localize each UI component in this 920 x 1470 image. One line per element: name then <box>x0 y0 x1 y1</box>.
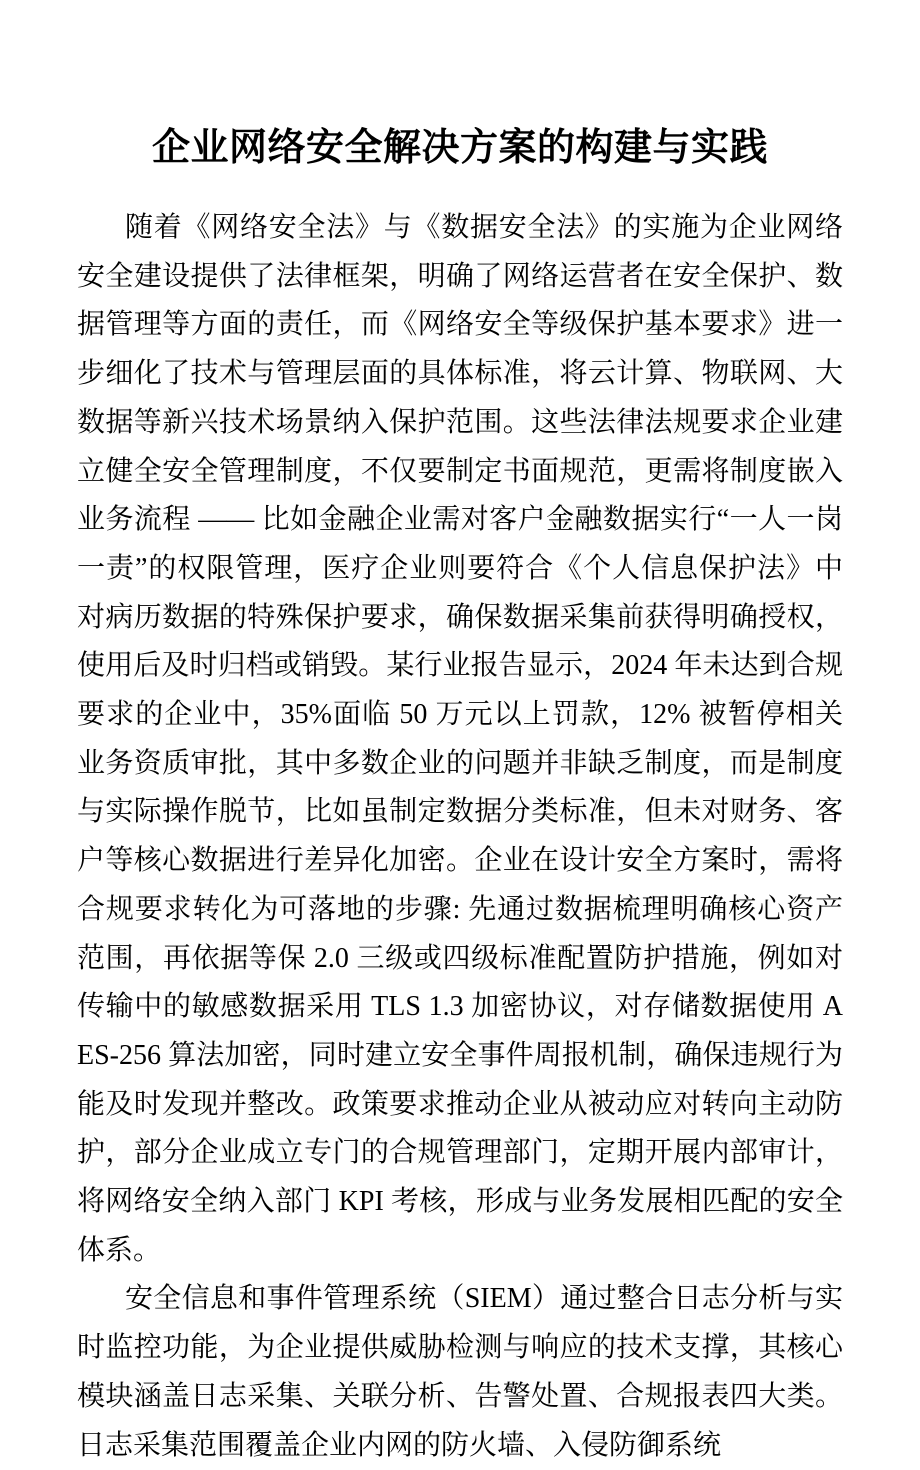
paragraph-compliance-overview: 随着《网络安全法》与《数据安全法》的实施为企业网络安全建设提供了法律框架，明确了网络运营者在安全保护、数据管理等方面的责任，而《网络安全等级保护基本要求》进一步细化了技术与管理层面的具体标准，将云计算、物联网、大数据等新兴技术场景纳入保护范围。这些法律法规要求企业建立健全安全管理制度，不仅要制定书面规范，更需将制度嵌入业务流程 —— 比如金融企业需对客户金融数据实行“一人一岗一责”的权限管理，医疗企业则要符合《个人信息保护法》中对病历数据的特殊保护要求，确保数据采集前获得明确授权，使用后及时归档或销毁。某行业报告显示，2024 年未达到合规要求的企业中，35%面临 50 万元以上罚款，12% 被暂停相关业务资质审批，其中多数企业的问题并非缺乏制度，而是制度与实际操作脱节，比如虽制定数据分类标准，但未对财务、客户等核心数据进行差异化加密。企业在设计安全方案时，需将合规要求转化为可落地的步骤: 先通过数据梳理明确核心资产范围，再依据等保 2.0 三级或四级标准配置防护措施，例如对传输中的敏感数据采用 TLS 1.3 加密协议，对存储数据使用 AES-256 算法加密，同时建立安全事件周报机制，确保违规行为能及时发现并整改。政策要求推动企业从被动应对转向主动防护，部分企业成立专门的合规管理部门，定期开展内部审计，将网络安全纳入部门 KPI 考核，形成与业务发展相匹配的安全体系。 <box>77 212 843 1266</box>
document-title: 企业网络安全解决方案的构建与实践 <box>151 127 768 169</box>
paragraph-siem-intro: 安全信息和事件管理系统（SIEM）通过整合日志分析与实时监控功能，为企业提供威胁检测与响应的技术支撑，其核心模块涵盖日志采集、关联分析、告警处置、合规报表四大类。日志采集范围覆盖企业内网的防火墙、入侵防御系统 <box>77 1283 843 1461</box>
